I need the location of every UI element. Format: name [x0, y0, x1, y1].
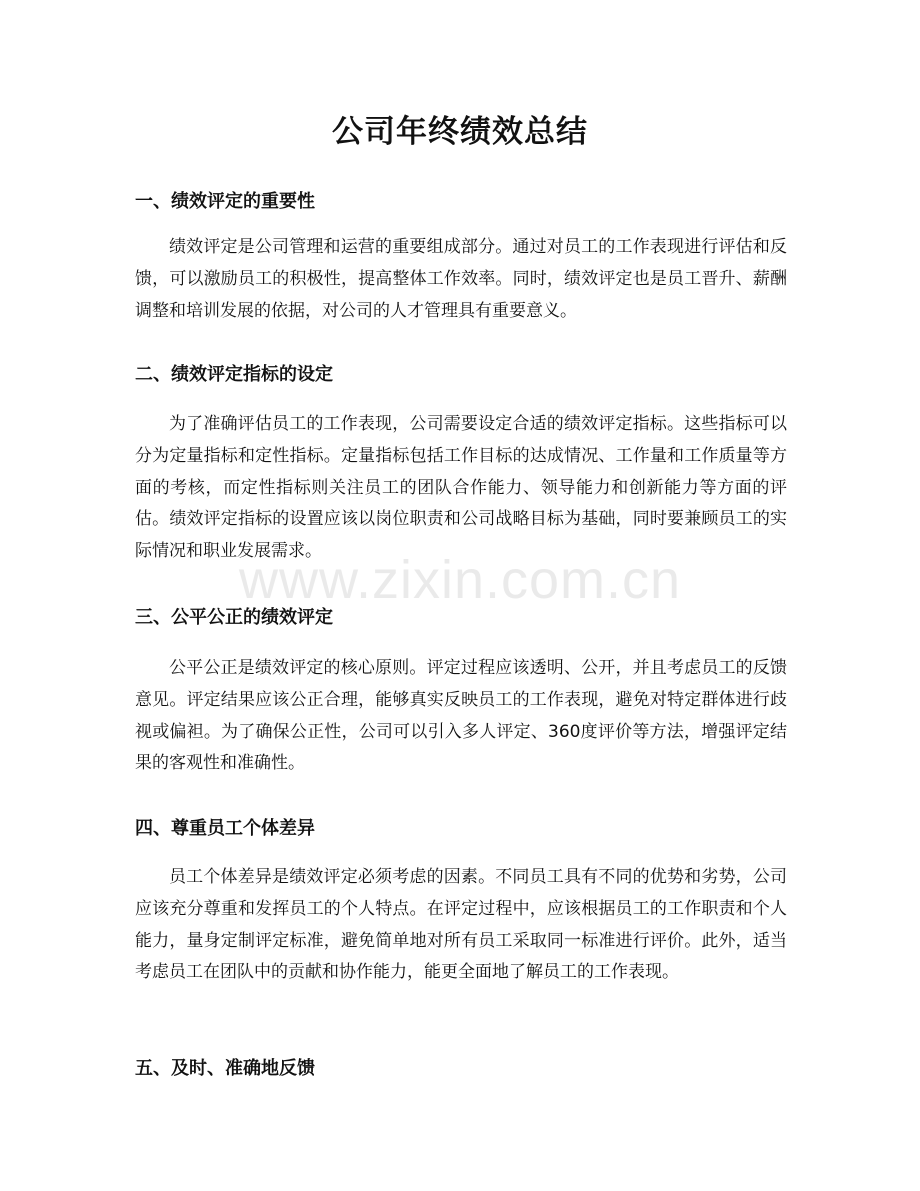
section-heading-2: 二、绩效评定指标的设定 [135, 364, 333, 385]
document-title: 公司年终绩效总结 [332, 114, 588, 150]
section-heading-1: 一、绩效评定的重要性 [135, 191, 315, 212]
watermark-text: www.zixin.com.cn [238, 550, 682, 610]
section-paragraph-3: 公平公正是绩效评定的核心原则。评定过程应该透明、公开，并且考虑员工的反馈意见。评定结果应该公正合理，能够真实反映员工的工作表现，避免对特定群体进行歧视或偏袒。为了确保公正性，公司可以引入多人评定、360度评价等方法，增强评定结果的客观性和准确性。 [135, 658, 787, 774]
section-paragraph-1: 绩效评定是公司管理和运营的重要组成部分。通过对员工的工作表现进行评估和反馈，可以激励员工的积极性，提高整体工作效率。同时，绩效评定也是员工晋升、薪酬调整和培训发展的依据，对公司的人才管理具有重要意义。 [135, 237, 787, 321]
section-paragraph-2: 为了准确评估员工的工作表现，公司需要设定合适的绩效评定指标。这些指标可以分为定量指标和定性指标。定量指标包括工作目标的达成情况、工作量和工作质量等方面的考核，而定性指标则关注员工的团队合作能力、领导能力和创新能力等方面的评估。绩效评定指标的设置应该以岗位职责和公司战略目标为基础，同时要兼顾员工的实际情况和职业发展需求。 [135, 414, 787, 562]
section-heading-4: 四、尊重员工个体差异 [135, 818, 315, 839]
section-heading-5: 五、及时、准确地反馈 [135, 1058, 315, 1079]
section-paragraph-4: 员工个体差异是绩效评定必须考虑的因素。不同员工具有不同的优势和劣势，公司应该充分尊重和发挥员工的个人特点。在评定过程中，应该根据员工的工作职责和个人能力，量身定制评定标准，避免简单地对所有员工采取同一标准进行评价。此外，适当考虑员工在团队中的贡献和协作能力，能更全面地了解员工的工作表现。 [135, 867, 787, 983]
section-heading-3: 三、公平公正的绩效评定 [135, 607, 333, 628]
